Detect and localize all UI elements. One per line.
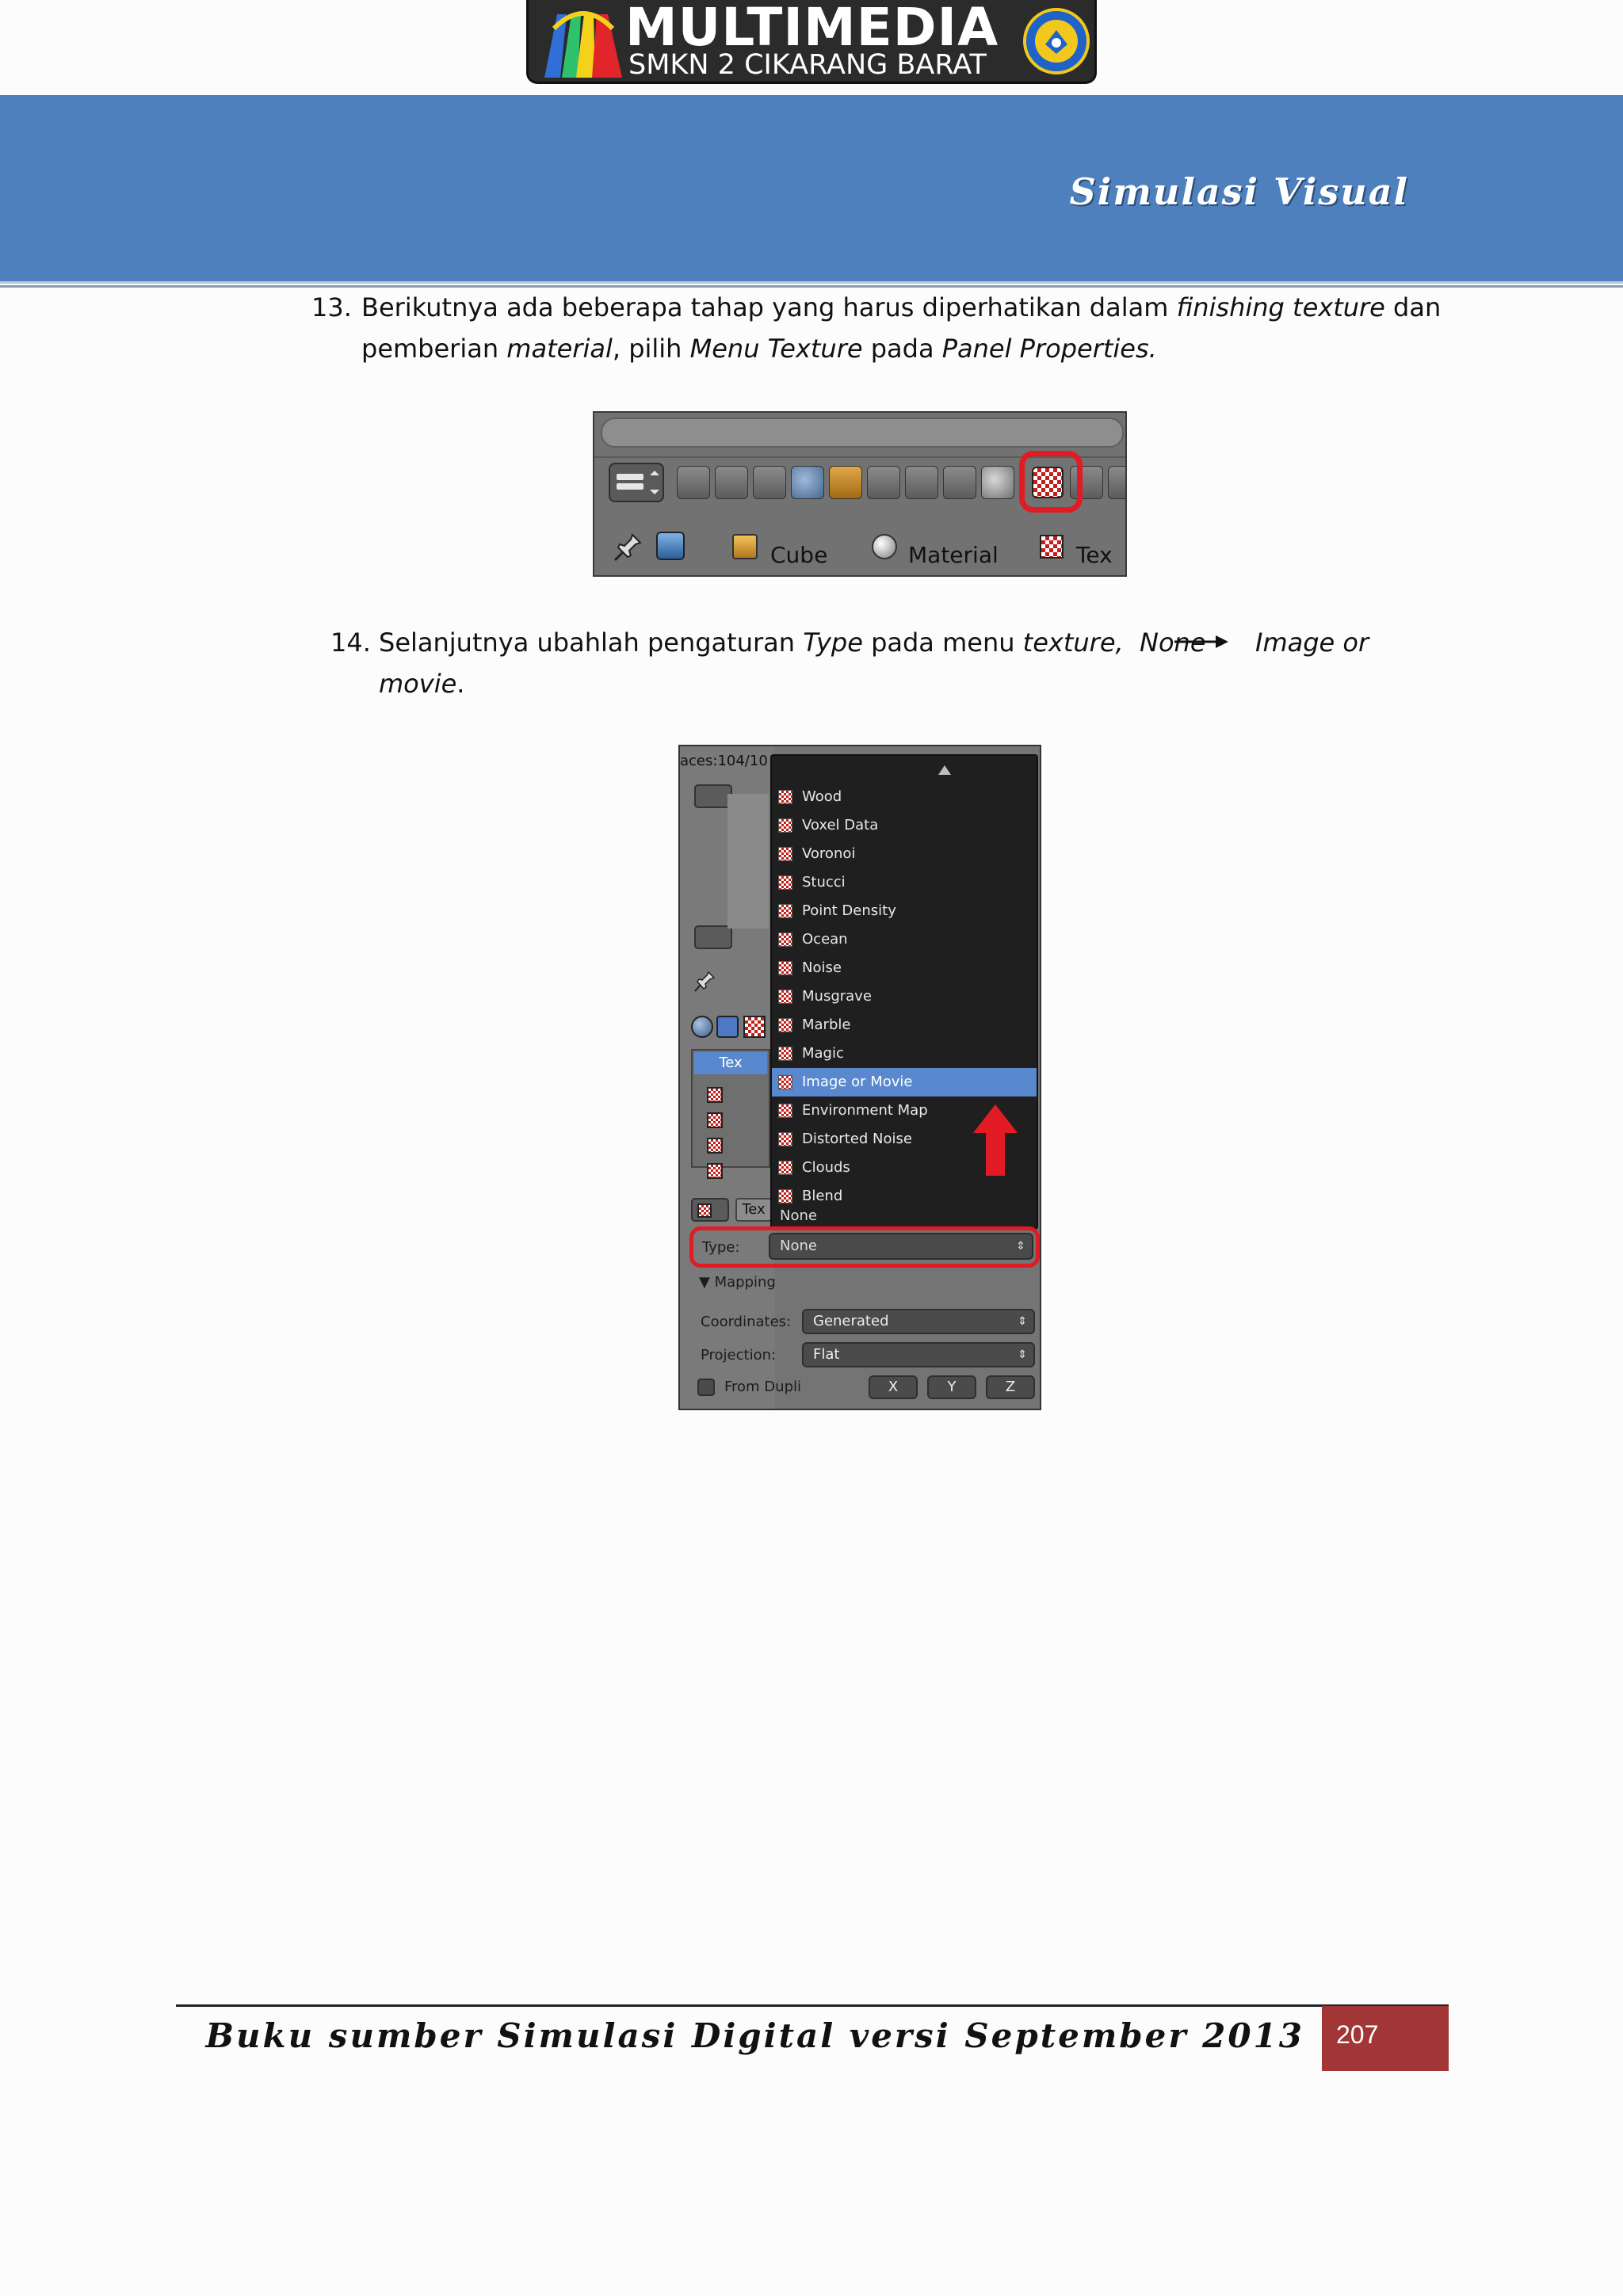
- pin-icon[interactable]: [693, 970, 716, 994]
- render-icon[interactable]: [677, 466, 710, 499]
- menu-item-label: Musgrave: [802, 988, 872, 1005]
- texture-type-icon: [778, 1047, 792, 1061]
- texture-type-icon: [778, 790, 792, 804]
- menu-item-label: Magic: [802, 1045, 844, 1062]
- faces-readout: aces:104/10: [680, 753, 768, 769]
- menu-item-none[interactable]: None: [780, 1207, 817, 1224]
- physics-icon[interactable]: [1108, 466, 1127, 499]
- menu-item-stucci[interactable]: [772, 868, 1037, 897]
- school-seal-icon: [1023, 8, 1090, 74]
- menu-item-image-or-movie[interactable]: [772, 1068, 1037, 1097]
- texture-type-icon: [778, 904, 792, 918]
- step-14-line-2: movie.: [379, 669, 465, 699]
- footer-book-title: Buku sumber Simulasi Digital versi September 2013: [205, 2016, 1304, 2055]
- texture-type-icon: [778, 961, 792, 975]
- outliner-editor-button[interactable]: [694, 784, 732, 808]
- modifiers-wrench-icon[interactable]: [905, 466, 938, 499]
- editor-type-icon: [610, 464, 663, 501]
- step-number: 14.: [330, 627, 371, 658]
- scene-data-icon: [656, 532, 685, 560]
- cube-icon: [732, 534, 758, 559]
- object-data-icon[interactable]: [943, 466, 976, 499]
- object-icon[interactable]: [829, 466, 862, 499]
- footer-rule: [176, 2004, 1449, 2007]
- render-layers-icon[interactable]: [715, 466, 748, 499]
- axis-y-select[interactable]: Y: [927, 1375, 976, 1399]
- coordinates-label: Coordinates:: [701, 1314, 792, 1330]
- step-number: 13.: [311, 292, 352, 322]
- properties-editor-button[interactable]: [694, 925, 732, 949]
- world-icon[interactable]: [691, 1016, 713, 1038]
- type-label: Type:: [702, 1239, 740, 1256]
- world-icon[interactable]: [791, 466, 824, 499]
- texture-type-icon: [778, 818, 792, 833]
- logo-title: MULTIMEDIA: [625, 0, 999, 58]
- scene-icon[interactable]: [753, 466, 786, 499]
- material-sphere-icon: [872, 534, 897, 559]
- projection-value: Flat: [813, 1346, 840, 1363]
- axis-x-select[interactable]: X: [869, 1375, 918, 1399]
- menu-item-label: Stucci: [802, 874, 846, 891]
- texture-type-icon: [778, 1075, 792, 1089]
- menu-item-wood[interactable]: [772, 783, 1037, 811]
- texture-slot-icon[interactable]: [707, 1163, 723, 1179]
- menu-item-label: Clouds: [802, 1159, 850, 1176]
- texture-type-icon: [778, 875, 792, 890]
- texture-slot-icon[interactable]: [707, 1112, 723, 1128]
- projection-select[interactable]: [802, 1342, 1035, 1367]
- material-tab-icon[interactable]: [716, 1016, 739, 1038]
- menu-item-label: Wood: [802, 788, 842, 805]
- texture-type-icon: [778, 1189, 792, 1203]
- menu-item-label: Noise: [802, 959, 842, 976]
- menu-item-label: Distorted Noise: [802, 1131, 912, 1147]
- step-14-line-1: Selanjutnya ubahlah pengaturan Type pada menu texture, None Image or: [379, 627, 1369, 658]
- step-14-text: [379, 622, 1536, 704]
- section-title: Simulasi Visual: [1069, 170, 1409, 213]
- breadcrumb-cube: Cube: [770, 542, 828, 568]
- step-13-text: [361, 287, 1534, 369]
- texture-type-icon: [778, 1018, 792, 1032]
- header-divider: [0, 281, 1623, 284]
- type-select-value: None: [780, 1238, 817, 1254]
- material-icon[interactable]: [981, 466, 1014, 499]
- texture-type-icon: [778, 1132, 792, 1146]
- menu-item-label: Voronoi: [802, 845, 856, 862]
- page-number-badge: [1322, 2006, 1449, 2071]
- updown-arrows-icon: ⇕: [1018, 1315, 1027, 1328]
- texture-tab-icon[interactable]: [743, 1016, 766, 1038]
- menu-item-noise[interactable]: [772, 954, 1037, 982]
- school-logo: [526, 0, 1097, 84]
- menu-item-ocean[interactable]: [772, 925, 1037, 954]
- scroll-up-icon[interactable]: [938, 765, 951, 775]
- texture-checker-icon: [697, 1203, 712, 1218]
- right-arrow-icon: [1174, 633, 1230, 650]
- texture-slot-selected[interactable]: Tex: [694, 1052, 767, 1074]
- texture-type-icon: [778, 1104, 792, 1118]
- menu-item-musgrave[interactable]: [772, 982, 1037, 1011]
- axis-z-select[interactable]: Z: [986, 1375, 1035, 1399]
- menu-item-magic[interactable]: [772, 1039, 1037, 1068]
- menu-item-blend[interactable]: [772, 1182, 1037, 1211]
- menu-item-label: Marble: [802, 1016, 851, 1033]
- logo-subtitle: SMKN 2 CIKARANG BARAT: [628, 49, 987, 81]
- updown-arrows-icon: ⇕: [1018, 1348, 1027, 1361]
- coordinates-value: Generated: [813, 1313, 889, 1329]
- menu-item-label: Ocean: [802, 931, 848, 948]
- step-13-line-2: pemberian material, pilih Menu Texture pada Panel Properties.: [361, 334, 1157, 364]
- texture-slot-icon[interactable]: [707, 1087, 723, 1103]
- menu-item-label: Image or Movie: [802, 1074, 913, 1090]
- menu-item-voxel-data[interactable]: [772, 811, 1037, 840]
- updown-arrows-icon: ⇕: [1016, 1240, 1025, 1253]
- from-dupli-label: From Dupli: [724, 1379, 802, 1395]
- step-13-line-1: Berikutnya ada beberapa tahap yang harus diperhatikan dalam finishing texture dan: [361, 292, 1442, 322]
- texture-slot-icon[interactable]: [707, 1138, 723, 1154]
- page-number: 207: [1336, 2020, 1379, 2049]
- from-dupli-checkbox[interactable]: [697, 1379, 715, 1396]
- menu-item-label: Blend: [802, 1188, 843, 1204]
- properties-toolbar-screenshot: [593, 411, 1127, 577]
- menu-item-label: Point Density: [802, 902, 896, 919]
- texture-type-icon: [778, 990, 792, 1004]
- editor-type-button[interactable]: [609, 463, 664, 502]
- mapping-panel-header[interactable]: [699, 1274, 776, 1291]
- breadcrumb-material: Material: [908, 542, 999, 568]
- multimedia-m-logo-icon: [540, 5, 627, 79]
- texture-checker-icon: [1040, 535, 1064, 559]
- texture-highlight-box: [1019, 451, 1083, 513]
- texture-type-icon: [778, 847, 792, 861]
- menu-item-label: Voxel Data: [802, 817, 879, 833]
- texture-type-icon: [778, 1161, 792, 1175]
- outliner-rows: [727, 794, 769, 929]
- texture-type-menu-screenshot: [678, 745, 1041, 1410]
- texture-type-icon: [778, 933, 792, 947]
- texture-browse-button[interactable]: [691, 1198, 729, 1222]
- scrollbar: [601, 418, 1124, 448]
- texture-name-field[interactable]: Tex: [735, 1198, 772, 1222]
- menu-item-voronoi[interactable]: [772, 840, 1037, 868]
- coordinates-select[interactable]: [802, 1309, 1035, 1334]
- menu-item-marble[interactable]: [772, 1011, 1037, 1039]
- red-up-arrow-icon: [973, 1104, 1018, 1176]
- type-select[interactable]: [769, 1233, 1033, 1260]
- menu-item-point-density[interactable]: [772, 897, 1037, 925]
- mapping-label: Mapping: [714, 1274, 776, 1291]
- breadcrumb-tex: Tex: [1076, 542, 1113, 568]
- pin-icon[interactable]: [612, 532, 643, 563]
- projection-label: Projection:: [701, 1347, 777, 1363]
- expand-triangle-icon: ▼: [699, 1274, 710, 1291]
- menu-item-label: Environment Map: [802, 1102, 928, 1119]
- constraints-icon[interactable]: [867, 466, 900, 499]
